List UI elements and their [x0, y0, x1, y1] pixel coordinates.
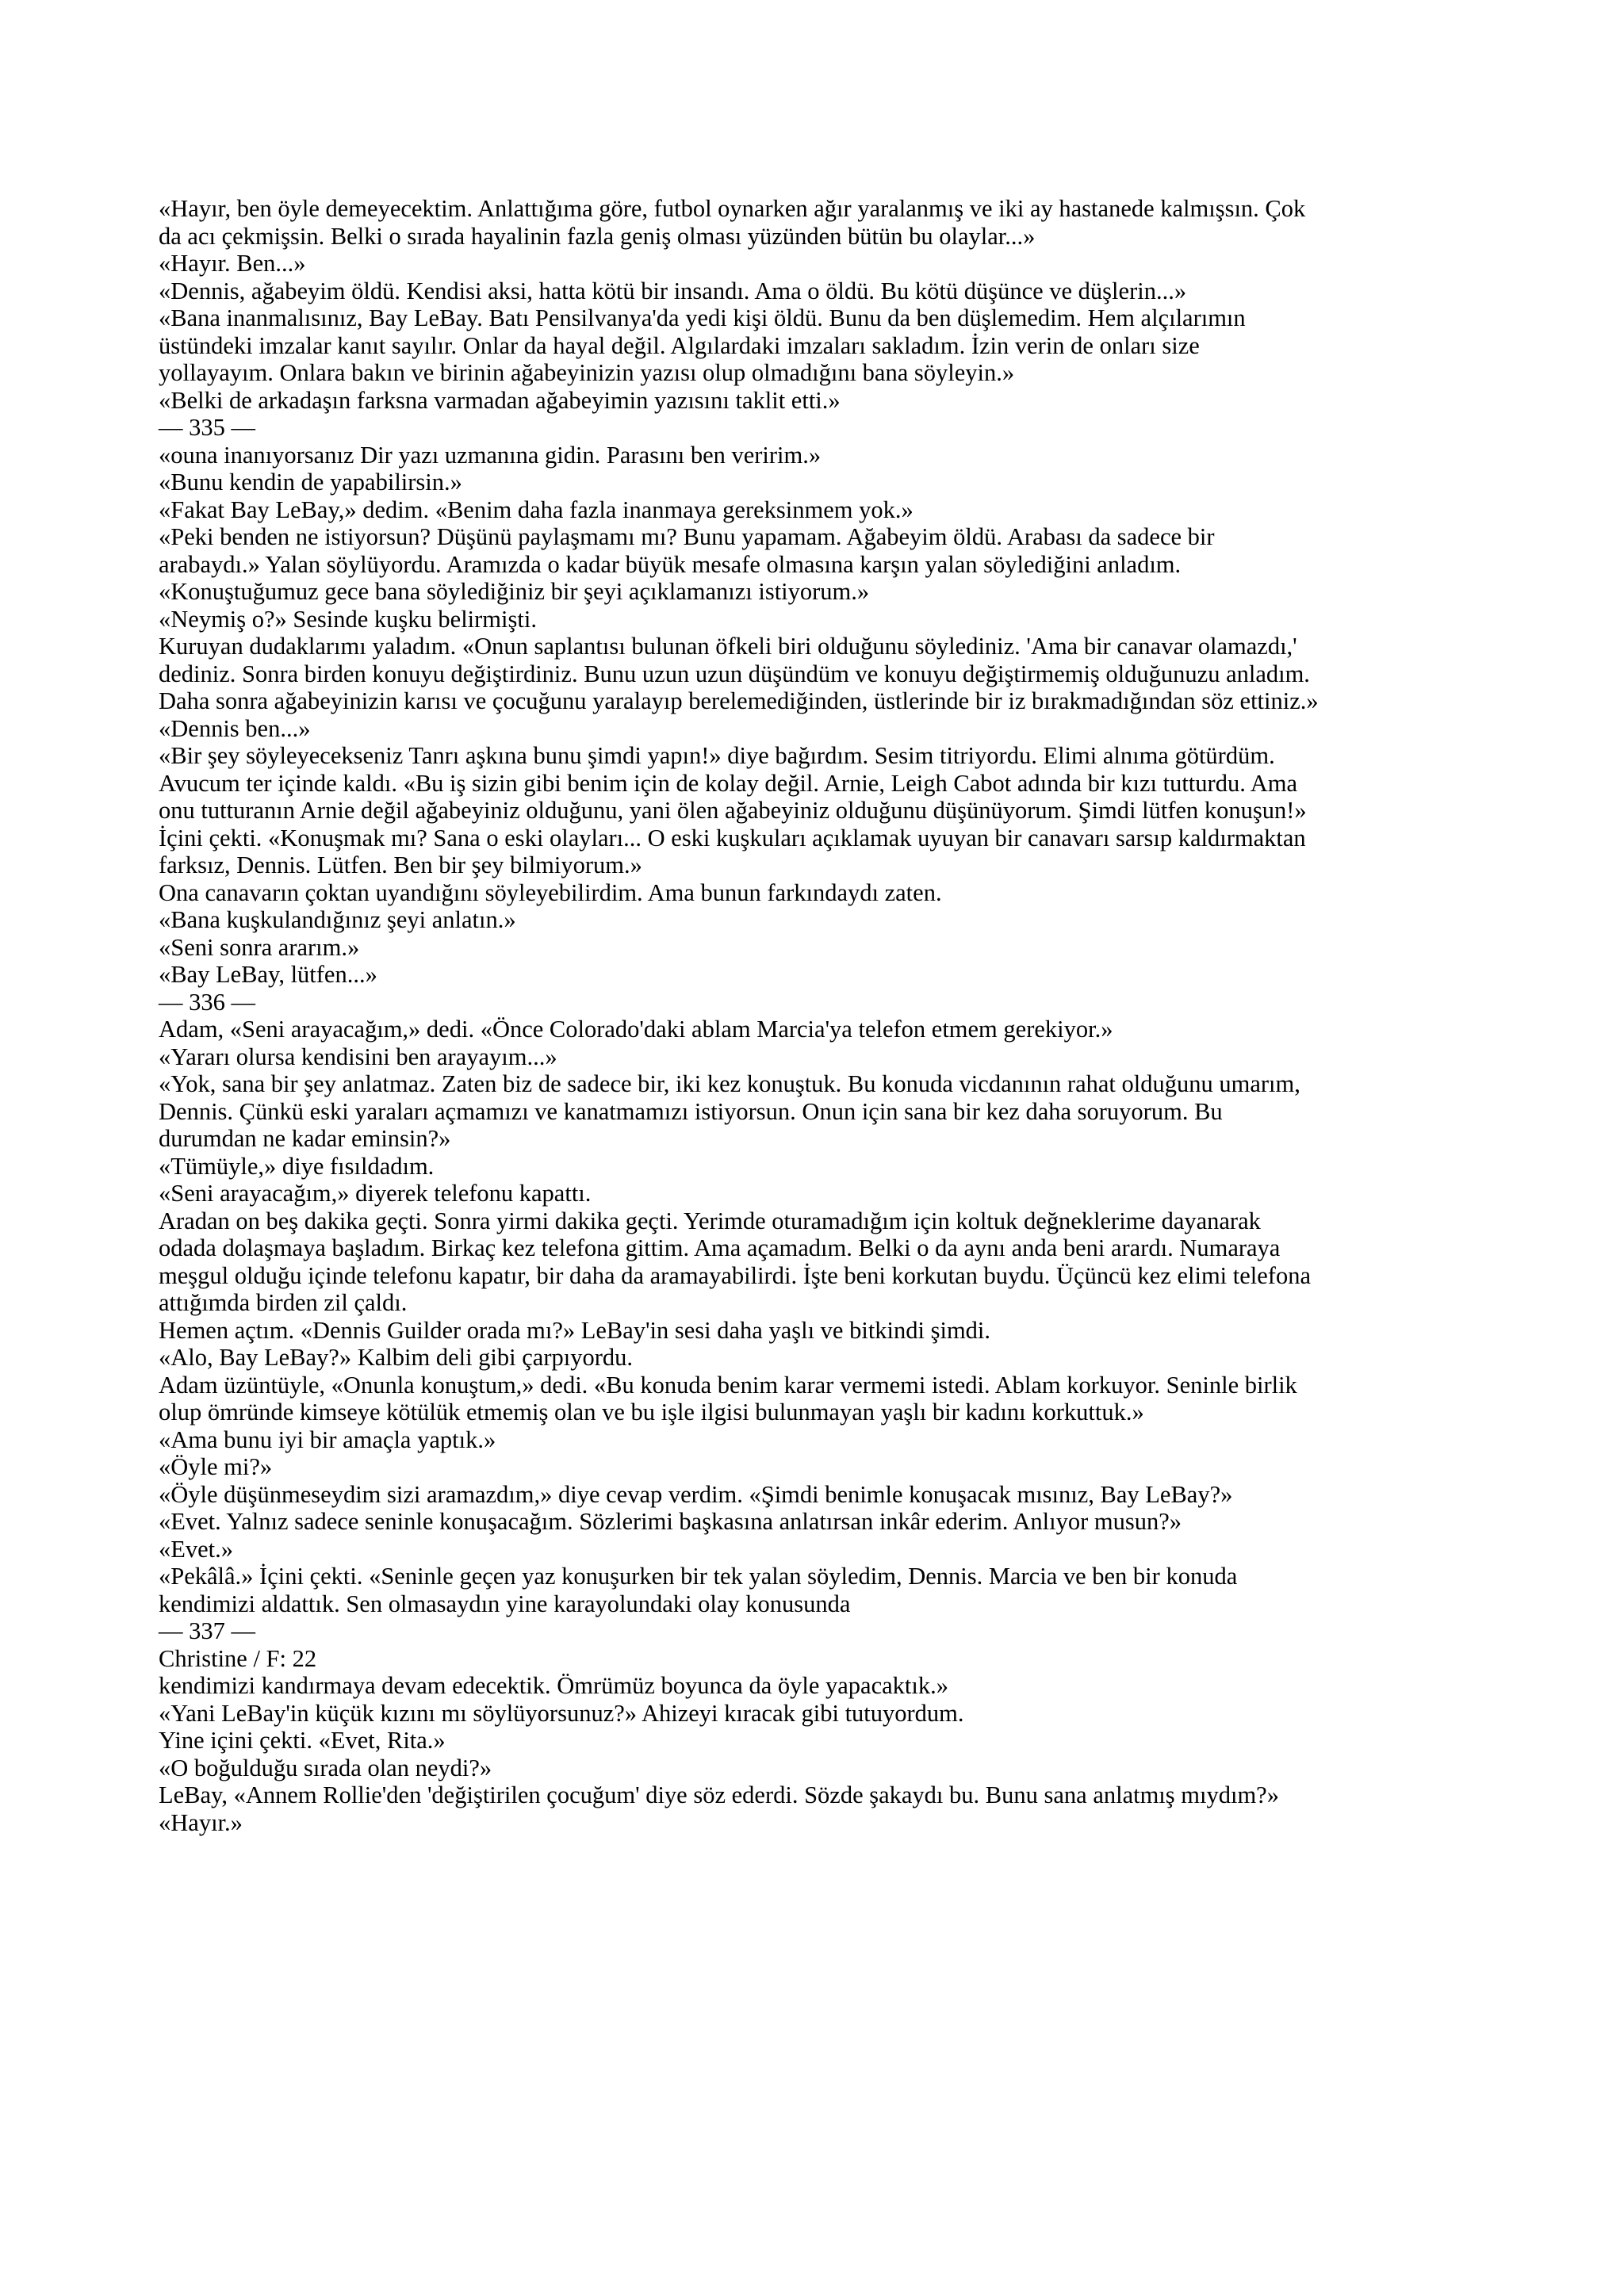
text-line: dediniz. Sonra birden konuyu değiştirdiniz. Bunu uzun uzun düşündüm ve konuyu değiştirmemiş olduğunuzu anladım. — [159, 660, 1310, 687]
text-line: Aradan on beş dakika geçti. Sonra yirmi dakika geçti. Yerimde oturamadığım için koltuk değneklerime dayanarak — [159, 1207, 1261, 1234]
text-line: İçini çekti. «Konuşmak mı? Sana o eski olayları... O eski kuşkuları açıklamak uyuyan bir canavarı sarsıp kaldırmaktan — [159, 824, 1306, 851]
text-line: «Seni sonra ararım.» — [159, 933, 360, 961]
text-line: «Bay LeBay, lütfen...» — [159, 961, 377, 988]
text-line: «Bana kuşkulandığınız şeyi anlatın.» — [159, 906, 516, 933]
text-line: «Hayır. Ben...» — [159, 250, 306, 277]
page-number-335: — 335 — — [159, 414, 255, 441]
text-line: Adam üzüntüyle, «Onunla konuştum,» dedi. «Bu konuda benim karar vermemi istedi. Ablam korkuyor. Seninle birlik — [159, 1371, 1297, 1399]
text-line: «Ama bunu iyi bir amaçla yaptık.» — [159, 1425, 496, 1453]
page-number-336: — 336 — — [159, 988, 255, 1016]
text-line: «Yok, sana bir şey anlatmaz. Zaten biz de sadece bir, iki kez konuştuk. Bu konuda vicdanının rahat olduğunu umarım, — [159, 1070, 1300, 1097]
text-line: da acı çekmişsin. Belki o sırada hayalinin fazla geniş olması yüzünden bütün bu olaylar...» — [159, 222, 1036, 250]
text-line: meşgul olduğu içinde telefonu kapatır, bir daha da aramayabilirdi. İşte beni korkutan buydu. Üçüncü kez elimi telefona — [159, 1261, 1311, 1289]
text-line: «ouna inanıyorsanız Dir yazı uzmanına gidin. Parasını ben veririm.» — [159, 441, 822, 469]
text-line: odada dolaşmaya başladım. Birkaç kez telefona gittim. Ama açamadım. Belki o da aynı anda beni arardı. Numaraya — [159, 1234, 1281, 1261]
text-line: — 337 — — [159, 1617, 255, 1644]
text-line: Ona canavarın çoktan uyandığını söyleyebilirdim. Ama bunun farkındaydı zaten. — [159, 878, 942, 906]
text-line: «Fakat Bay LeBay,» dedim. «Benim daha fazla inanmaya gereksinmem yok.» — [159, 496, 914, 523]
text-line: «Tümüyle,» diye fısıldadım. — [159, 1152, 435, 1180]
text-line: «Öyle mi?» — [159, 1453, 273, 1480]
text-line: «Bunu kendin de yapabilirsin.» — [159, 469, 462, 496]
text-line: yollayayım. Onlara bakın ve birinin ağabeyinizin yazısı olup olmadığını bana söyleyin.» — [159, 359, 1015, 386]
text-line: «Bir şey söyleyecekseniz Tanrı aşkına bunu şimdi yapın!» diye bağırdım. Sesim titriyordu. Elimi alnıma götürdüm. — [159, 742, 1275, 769]
page-number-337: Christine / F: 22 — [159, 1644, 317, 1672]
text-line: Daha sonra ağabeyinizin karısı ve çocuğunu yaralayıp berelemediğinden, üstlerinde bir iz bırakmadığından söz ettiniz.» — [159, 687, 1319, 714]
text-line: «Evet.» — [159, 1535, 234, 1563]
running-header: kendimizi kandırmaya devam edecektik. Ömrümüz boyunca da öyle yapacaktık.» — [159, 1672, 948, 1699]
text-line: LeBay, «Annem Rollie'den 'değiştirilen çocuğum' diye söz ederdi. Sözde şakaydı bu. Bunu sana anlatmış mıydım?» — [159, 1781, 1279, 1808]
text-line: attığımda birden zil çaldı. — [159, 1289, 408, 1316]
text-line: onu tutturanın Arnie değil ağabeyiniz olduğunu, yani ölen ağabeyiniz olduğunu düşünüyorum. Şimdi lütfen konuşun!» — [159, 797, 1307, 824]
text-line: farksız, Dennis. Lütfen. Ben bir şey bilmiyorum.» — [159, 851, 642, 878]
text-line: Kuruyan dudaklarımı yaladım. «Onun saplantısı bulunan öfkeli biri olduğunu söylediniz. 'Ama bir canavar olamazdı,' — [159, 633, 1297, 660]
text-line: «Konuştuğumuz gece bana söylediğiniz bir şeyi açıklamanızı istiyorum.» — [159, 578, 870, 605]
text-line: «Yani LeBay'in küçük kızını mı söylüyorsunuz?» Ahizeyi kıracak gibi tutuyordum. — [159, 1699, 964, 1727]
text-line: «Yararı olursa kendisini ben arayayım...» — [159, 1043, 557, 1070]
text-line: «Dennis, ağabeyim öldü. Kendisi aksi, hatta kötü bir insandı. Ama o öldü. Bu kötü düşünce ve düşlerin...» — [159, 277, 1187, 304]
text-line: «Belki de arkadaşın farksna varmadan ağabeyimin yazısını taklit etti.» — [159, 386, 841, 414]
text-line: «Pekâlâ.» İçini çekti. «Seninle geçen yaz konuşurken bir tek yalan söyledim, Dennis. Marcia ve ben bir konuda — [159, 1563, 1238, 1590]
text-line: «Hayır.» — [159, 1808, 243, 1836]
text-line: arabaydı.» Yalan söylüyordu. Aramızda o kadar büyük mesafe olmasına karşın yalan söylediğini anladım. — [159, 550, 1182, 578]
text-line: «Dennis ben...» — [159, 714, 311, 742]
text-line: Yine içini çekti. «Evet, Rita.» — [159, 1727, 446, 1754]
text-line: «Bana inanmalısınız, Bay LeBay. Batı Pensilvanya'da yedi kişi öldü. Bunu da ben düşlemedim. Hem alçılarımın — [159, 304, 1246, 331]
text-line: durumdan ne kadar eminsin?» — [159, 1125, 451, 1152]
text-line: «Alo, Bay LeBay?» Kalbim deli gibi çarpıyordu. — [159, 1344, 633, 1371]
text-line: Dennis. Çünkü eski yaraları açmamızı ve kanatmamızı istiyorsun. Onun için sana bir kez daha soruyorum. Bu — [159, 1097, 1223, 1125]
text-line: «Öyle düşünmeseydim sizi aramazdım,» diye cevap verdim. «Şimdi benimle konuşacak mısınız, Bay LeBay?» — [159, 1480, 1233, 1508]
text-line: kendimizi aldattık. Sen olmasaydın yine karayolundaki olay konusunda — [159, 1590, 851, 1617]
text-line: üstündeki imzalar kanıt sayılır. Onlar da hayal değil. Algılardaki imzaları sakladım. İzin verin de onları size — [159, 331, 1200, 359]
text-line: Adam, «Seni arayacağım,» dedi. «Önce Colorado'daki ablam Marcia'ya telefon etmem gerekiyor.» — [159, 1016, 1113, 1043]
text-line: «Seni arayacağım,» diyerek telefonu kapattı. — [159, 1180, 592, 1207]
text-line: olup ömründe kimseye kötülük etmemiş olan ve bu işle ilgisi bulunmayan yaşlı bir kadını korkuttuk.» — [159, 1399, 1144, 1425]
text-line: Avucum ter içinde kaldı. «Bu iş sizin gibi benim için de kolay değil. Arnie, Leigh Cabot adında bir kızı tutturdu. Ama — [159, 769, 1298, 797]
text-line: «Peki benden ne istiyorsun? Düşünü paylaşmamı mı? Bunu yapamam. Ağabeyim öldü. Arabası da sadece bir — [159, 523, 1215, 550]
book-page-text — [159, 195, 1479, 1836]
text-line: «Hayır, ben öyle demeyecektim. Anlattığıma göre, futbol oynarken ağır yaralanmış ve iki ay hastanede kalmışsın. Çok — [159, 195, 1306, 222]
text-line: «O boğulduğu sırada olan neydi?» — [159, 1754, 492, 1781]
text-line: Hemen açtım. «Dennis Guilder orada mı?» LeBay'in sesi daha yaşlı ve bitkindi şimdi. — [159, 1316, 991, 1344]
text-line: «Evet. Yalnız sadece seninle konuşacağım. Sözlerimi başkasına anlatırsan inkâr ederim. Anlıyor musun?» — [159, 1508, 1182, 1535]
text-line: «Neymiş o?» Sesinde kuşku belirmişti. — [159, 605, 537, 633]
